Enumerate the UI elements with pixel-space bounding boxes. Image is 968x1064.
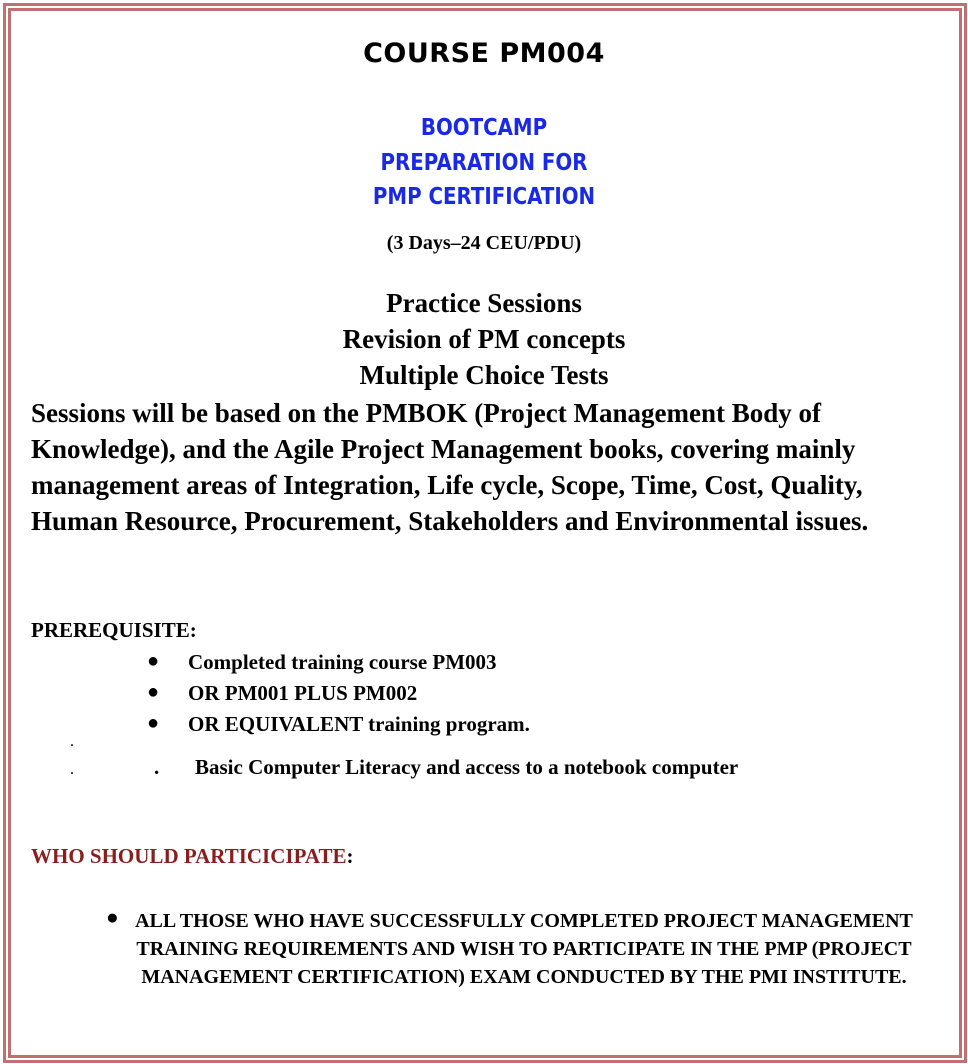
bullet-icon: ● [106,905,119,929]
highlight-revision: Revision of PM concepts [342,324,626,354]
course-sheet [14,14,954,1050]
stray-dot-icon: · [70,738,75,752]
participants-item: ALL THOSE WHO HAVE SUCCESSFULLY COMPLETED PROJECT MANAGEMENT TRAINING REQUIREMENTS AND WISH TO PARTICIPATE IN THE PMP (PROJECT MANAGEMENT CERTIFICATION) EXAM CONDUCTED BY THE PMI INSTITUTE. [135,910,913,988]
prerequisite-item: ● Completed training course PM003 [147,650,497,674]
participants-heading: WHO SHOULD PARTICICIPATE: [31,844,354,868]
prerequisite-heading: PREREQUISITE: [31,618,197,642]
bullet-icon: ● [147,650,160,672]
prerequisite-item: ● OR PM001 PLUS PM002 [147,681,418,705]
course-description: Sessions will be based on the PMBOK (Project Management Body of Knowledge), and the Agile Project Management books, covering mainly management areas of Integration, Life cycle, Scope, Time, Cost, Quality, Human Resource, Procurement, Stakeholders and Environmental issues. [31,398,869,536]
highlight-practice: Practice Sessions [386,288,582,318]
highlight-tests: Multiple Choice Tests [359,360,609,390]
course-title: COURSE PM004 [363,38,605,69]
prerequisite-extra-item: . Basic Computer Literacy and access to a notebook computer [154,755,739,779]
course-duration: (3 Days–24 CEU/PDU) [386,232,582,254]
stray-dot-icon: · [70,766,75,780]
bullet-icon: ● [147,712,160,734]
subtitle-line-preparation: PREPARATION FOR [380,150,588,176]
prerequisite-item: ● OR EQUIVALENT training program. [147,712,530,736]
bullet-icon: ● [147,681,160,703]
period-bullet-icon: . [154,755,160,779]
subtitle-line-certification: PMP CERTIFICATION [372,184,596,210]
subtitle-line-bootcamp: BOOTCAMP [420,115,548,141]
